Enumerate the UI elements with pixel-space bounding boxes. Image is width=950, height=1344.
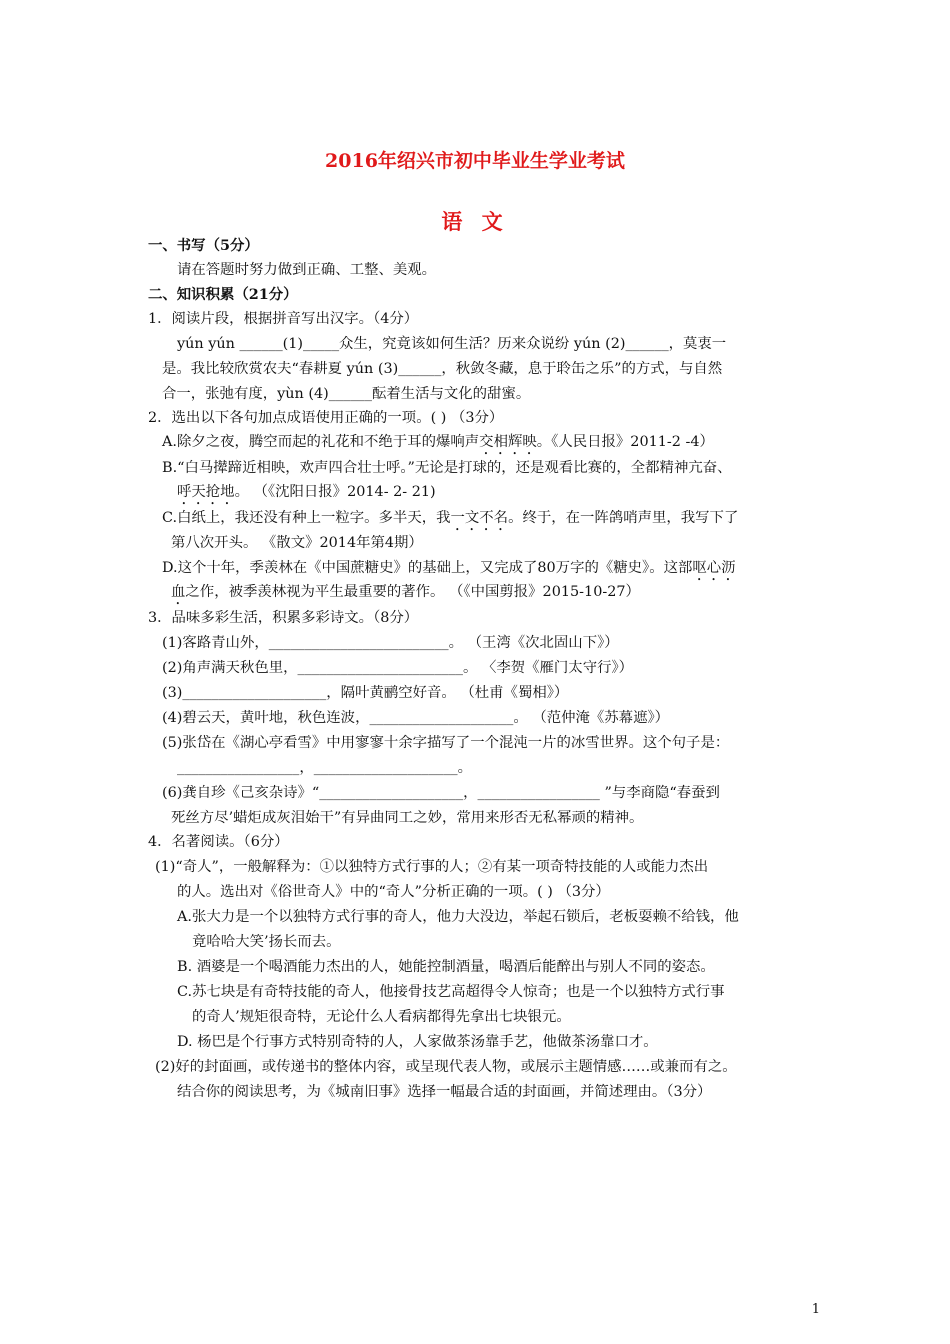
section-2-heading: 二、知识积累（21分） xyxy=(148,286,298,303)
q2-option-c-line-1 xyxy=(162,508,738,534)
page-number: 1 xyxy=(811,1302,820,1317)
q4-sub-1-line-2: 的人。选出对《俗世奇人》中的“奇人”分析正确的一项。( ) （3分） xyxy=(177,884,610,900)
q4-sub-2-line-1: (2)好的封面画，或传递书的整体内容，或呈现代表人物，或展示主题情感……或兼而有之。 xyxy=(155,1059,737,1075)
subject-title: 语 文 xyxy=(441,209,509,234)
q4-stem: 4．名著阅读。（6分） xyxy=(148,834,289,850)
q1-line-1: yún yún ______(1)_____众生，究竟该如何生活？历来众说纷 yún (2)______，莫衷一 xyxy=(177,336,727,352)
q1-line-3: 合一，张弛有度，yùn (4)______酝着生活与文化的甜蜜。 xyxy=(162,386,531,402)
q3-poem-2: (2)角声满天秋色里，_______________________。 〈李贺《雁门太守行》） xyxy=(162,660,634,676)
q3-poem-6-line-2: 死丝方尽’蜡炬成灰泪始干”有异曲同工之妙，常用来形否无私幂顽的精神。 xyxy=(171,810,644,826)
q4-sub-2-line-2: 结合你的阅读思考，为《城南旧事》选择一幅最合适的封面画，并简述理由。（3分） xyxy=(177,1084,712,1100)
section-1-text: 请在答题时努力做到正确、工整、美观。 xyxy=(177,262,437,278)
q4-option-d: D. 杨巴是个行事方式特别奇特的人，人家做茶汤靠手艺，他做茶汤靠口才。 xyxy=(177,1034,658,1050)
q2-option-a-text: A.除夕之夜，腾空而起的礼花和不绝于耳的爆响声 xyxy=(162,434,480,450)
q3-poem-6-line-1: (6)龚自珍《己亥杂诗》“____________________，_________________ ”与李商隐“春蚕到 xyxy=(162,785,720,801)
q4-option-a-line-2: 竟哈哈大笑’扬长而去。 xyxy=(192,934,341,950)
q3-poem-5-line-2: _________________，____________________。 xyxy=(177,760,473,776)
q4-option-c-line-1: C.苏七块是有奇特技能的奇人，他接骨技艺高超得令人惊奇；也是一个以独特方式行事 xyxy=(177,984,725,1000)
q2-option-d-idiom-part-2: 血 xyxy=(171,584,186,600)
q2-option-d-text: D.这个十年，季羡林在《中国蔗糖史》的基础上，又完成了80万字的《糖史》。这部 xyxy=(162,560,693,576)
q1-line-2: 是。我比较欣赏农夫“春耕夏 yún (3)______，秋敛冬藏，息于聆缶之乐”的方式，与自然 xyxy=(162,361,723,377)
section-1-heading: 一、书写（5分） xyxy=(148,237,259,254)
q2-option-a xyxy=(162,432,714,458)
exam-title: 2016年绍兴市初中毕业生学业考试 xyxy=(325,150,625,172)
q4-option-b: B. 酒婆是一个喝酒能力杰出的人，她能控制酒量，喝酒后能醉出与别人不同的姿态。 xyxy=(177,959,715,975)
q2-option-d-line-2 xyxy=(171,582,640,608)
q2-option-a-idiom: 交相辉映 xyxy=(479,434,537,450)
q2-option-b-line-1: B.“白马撵蹄近相映，欢声四合壮士呼。”无论是打球的，还是观看比赛的，全都精神亢奋、 xyxy=(162,460,732,476)
q2-option-d-idiom-part-1: 呕心沥 xyxy=(692,560,736,576)
q4-option-c-line-2: 的奇人’规矩很奇特，无论什么人看病都得先拿出七块银元。 xyxy=(192,1009,571,1025)
q2-option-c-idiom: 一文不名 xyxy=(450,510,509,526)
q3-poem-3: (3)____________________，隔叶黄鹂空好音。 （杜甫《蜀相》） xyxy=(162,685,569,701)
q2-option-b-idiom: 呼天抢地 xyxy=(177,484,235,500)
q2-option-c-text: C.白纸上，我还没有种上一粒字。多半天，我 xyxy=(162,510,451,526)
q1-stem: 1．阅读片段，根据拼音写出汉字。（4分） xyxy=(148,311,419,327)
q2-option-d-line-1 xyxy=(162,558,736,584)
q4-sub-1-line-1: (1)“奇人”，一般解释为：①以独特方式行事的人；②有某一项奇特技能的人或能力杰出 xyxy=(155,859,709,875)
q2-option-b-line-2 xyxy=(177,482,436,508)
q2-option-c-text-2: 。终于，在一阵鸽哨声里，我写下了 xyxy=(508,510,739,526)
q3-poem-5-line-1: (5)张岱在《湖心亭看雪》中用寥寥十余字描写了一个混沌一片的冰雪世界。这个句子是： xyxy=(162,735,730,751)
q2-stem: 2．选出以下各句加点成语使用正确的一项。( ) （3分） xyxy=(148,410,504,426)
q2-option-b-source: 。 （《沈阳日报》2014- 2- 21) xyxy=(234,484,436,500)
q2-option-d-source: 之作，被季羡林视为平生最重要的著作。 （《中国剪报》2015-10-27） xyxy=(185,584,640,600)
q3-stem: 3．品味多彩生活，积累多彩诗文。（8分） xyxy=(148,610,419,626)
q3-poem-1: (1)客路青山外，_________________________。 （王湾《次北固山下》） xyxy=(162,635,619,651)
q4-option-a-line-1: A.张大力是一个以独特方式行事的奇人，他力大没边，举起石锁后，老板耍赖不给钱，他 xyxy=(177,909,739,925)
q3-poem-4: (4)碧云天，黄叶地，秋色连波，____________________。 （范仲淹《苏幕遮》） xyxy=(162,710,670,726)
q2-option-a-source: 。《人民日报》2011-2 -4） xyxy=(536,434,714,450)
q2-option-c-line-2: 第八次开头。 《散文》2014年第4期） xyxy=(171,535,423,551)
